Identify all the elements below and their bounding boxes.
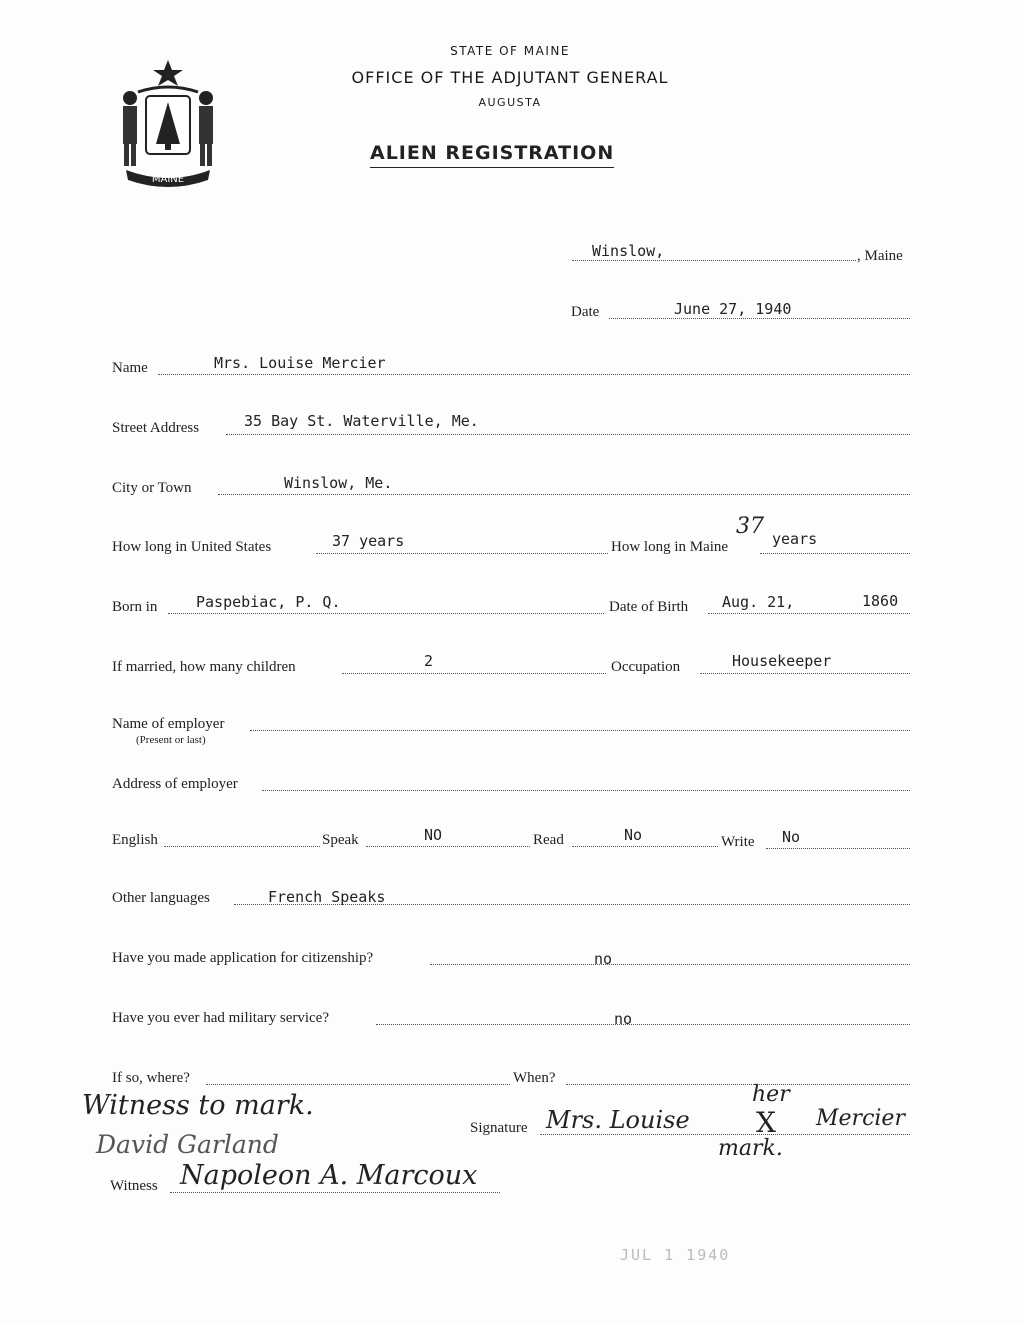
children-value: 2 [424,652,434,670]
employer-address-line [262,790,910,791]
date-value: June 27, 1940 [674,300,792,318]
city-heading: AUGUSTA [478,96,542,109]
office-heading: OFFICE OF THE ADJUTANT GENERAL [351,68,669,87]
when-line [566,1084,910,1085]
signature-her: her [752,1082,790,1107]
received-stamp: JUL 1 1940 [620,1246,731,1264]
dob-label: Date of Birth [609,599,689,615]
occupation-label: Occupation [611,659,681,675]
signature-label: Signature [470,1120,528,1136]
employer-sublabel: (Present or last) [136,734,206,746]
witness-line [170,1192,500,1193]
maine-duration-label: How long in Maine [611,539,729,555]
place-suffix: , Maine [857,248,903,264]
maine-duration-value: 37 [736,514,764,539]
children-line [342,673,606,674]
witness-note: Witness to mark. [82,1090,314,1121]
city-line [218,494,910,495]
occupation-line [700,673,910,674]
seal-text: MAINE [151,174,185,185]
when-label: When? [513,1070,556,1086]
other-languages-value: French Speaks [268,888,386,906]
witness-name-1: David Garland [96,1130,279,1159]
date-label: Date [571,304,600,320]
maine-duration-unit: years [772,530,818,548]
name-line [158,374,910,375]
place-line [572,260,856,261]
us-duration-label: How long in United States [112,539,272,555]
write-value: No [782,828,801,846]
citizenship-line [430,964,910,965]
street-value: 35 Bay St. Waterville, Me. [244,412,479,430]
where-label: If so, where? [112,1070,190,1086]
maine-duration-line [760,553,910,554]
born-label: Born in [112,599,158,615]
signature-mark-word: mark. [718,1136,783,1161]
signature-surname: Mercier [816,1106,905,1131]
military-line [376,1024,910,1025]
born-line [168,613,604,614]
read-value: No [624,826,643,844]
street-label: Street Address [112,420,200,436]
citizenship-label: Have you made application for citizenship? [112,950,374,966]
state-seal-icon [108,52,228,192]
read-label: Read [533,832,564,848]
us-duration-line [316,553,608,554]
military-label: Have you ever had military service? [112,1010,329,1026]
occupation-value: Housekeeper [732,652,832,670]
city-value: Winslow, Me. [284,474,393,492]
date-line [609,318,910,319]
citizenship-value: no [594,950,613,968]
dob-line [708,613,910,614]
speak-value: NO [424,826,443,844]
employer-label: Name of employer [112,716,225,732]
where-line [206,1084,510,1085]
form-title: ALIEN REGISTRATION [370,142,614,168]
dob-year: 1860 [862,592,899,610]
witness-name-2: Napoleon A. Marcoux [180,1160,478,1191]
signature-name: Mrs. Louise [546,1106,690,1134]
english-label: English [112,832,158,848]
dob-value: Aug. 21, [722,593,795,611]
write-label: Write [721,834,755,850]
place-value: Winslow, [592,242,665,260]
speak-line [366,846,530,847]
state-heading: STATE OF MAINE [450,44,570,58]
witness-label: Witness [110,1178,158,1194]
street-line [226,434,910,435]
us-duration-value: 37 years [332,532,405,550]
military-value: no [614,1010,633,1028]
english-line [164,846,320,847]
city-label: City or Town [112,480,192,496]
name-value: Mrs. Louise Mercier [214,354,386,372]
signature-x-mark: X [756,1106,776,1139]
other-languages-label: Other languages [112,890,210,906]
employer-address-label: Address of employer [112,776,238,792]
write-line [766,848,910,849]
read-line [572,846,718,847]
children-label: If married, how many children [112,659,296,675]
speak-label: Speak [322,832,359,848]
employer-line [250,730,910,731]
born-value: Paspebiac, P. Q. [196,593,341,611]
name-label: Name [112,360,148,376]
signature-line [540,1134,910,1135]
